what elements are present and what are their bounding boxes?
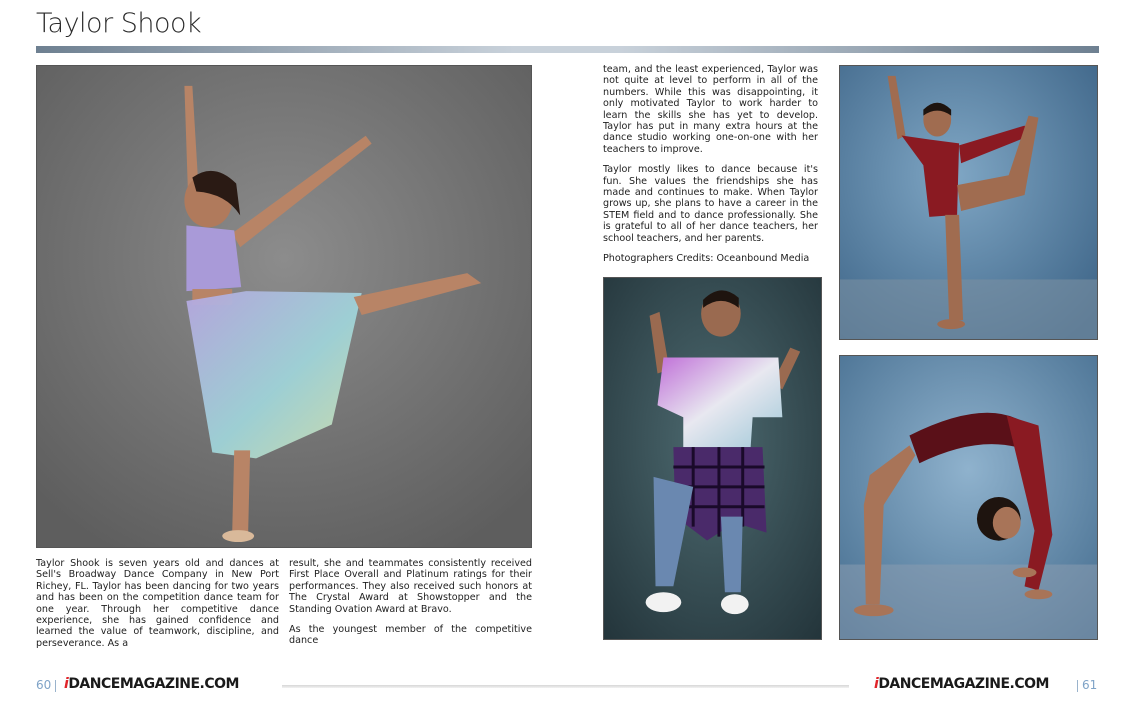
article-column-1 xyxy=(36,558,279,649)
article-paragraph: Taylor Shook is seven years old and dances at Sell's Broadway Dance Company in New Port Richey, FL. Taylor has been dancing for two years and has been on the competition dance team for one year. Through her competitive dance experience, she has gained confidence and learned the value of teamwork, discipline, and perseverance. As a xyxy=(36,558,279,649)
logo-i: i xyxy=(874,676,879,692)
page-title: Taylor Shook xyxy=(36,8,202,39)
footer-logo-left xyxy=(64,676,239,692)
logo-wordmark: DANCEMAGAZINE.COM xyxy=(878,676,1049,692)
article-column-2 xyxy=(289,558,532,647)
article-paragraph: As the youngest member of the competitive dance xyxy=(289,624,532,647)
photo-sequin-top xyxy=(603,277,822,640)
right-page-number: 61 xyxy=(1082,678,1098,692)
title-rule xyxy=(36,46,1099,53)
left-page-number: 60 xyxy=(36,678,52,692)
article-paragraph: team, and the least experienced, Taylor was not quite at level to perform in all of the numbers. While this was disappointing, it only motivated Taylor to work harder to learn the skills she has yet to develop. Taylor has put in many extra hours at the dance studio working one-on-one with her teachers to improve. xyxy=(603,64,818,155)
article-paragraph: result, she and teammates consistently received First Place Overall and Platinum ratings for their performances. They also received such honors at The Crystal Award at Showstopper and the Standing Ovation Award at Bravo. xyxy=(289,558,532,615)
footer-divider xyxy=(1077,680,1078,692)
article-paragraph: Taylor mostly likes to dance because it's fun. She values the friendships she has made and continues to make. When Taylor grows up, she plans to have a career in the STEM field and to dance professionally. She is grateful to all of her dance teachers, her school teachers, and her parents. xyxy=(603,164,818,244)
logo-wordmark: DANCEMAGAZINE.COM xyxy=(68,676,239,692)
photo-leg-hold xyxy=(839,65,1098,340)
footer-rule xyxy=(282,685,849,688)
logo-i: i xyxy=(64,676,69,692)
photo-credits: Photographers Credits: Oceanbound Media xyxy=(603,253,810,265)
main-photo-arabesque xyxy=(36,65,532,548)
footer-divider xyxy=(55,680,56,692)
footer-logo-right xyxy=(874,676,1049,692)
photo-backbend xyxy=(839,355,1098,640)
article-column-3 xyxy=(603,64,818,265)
